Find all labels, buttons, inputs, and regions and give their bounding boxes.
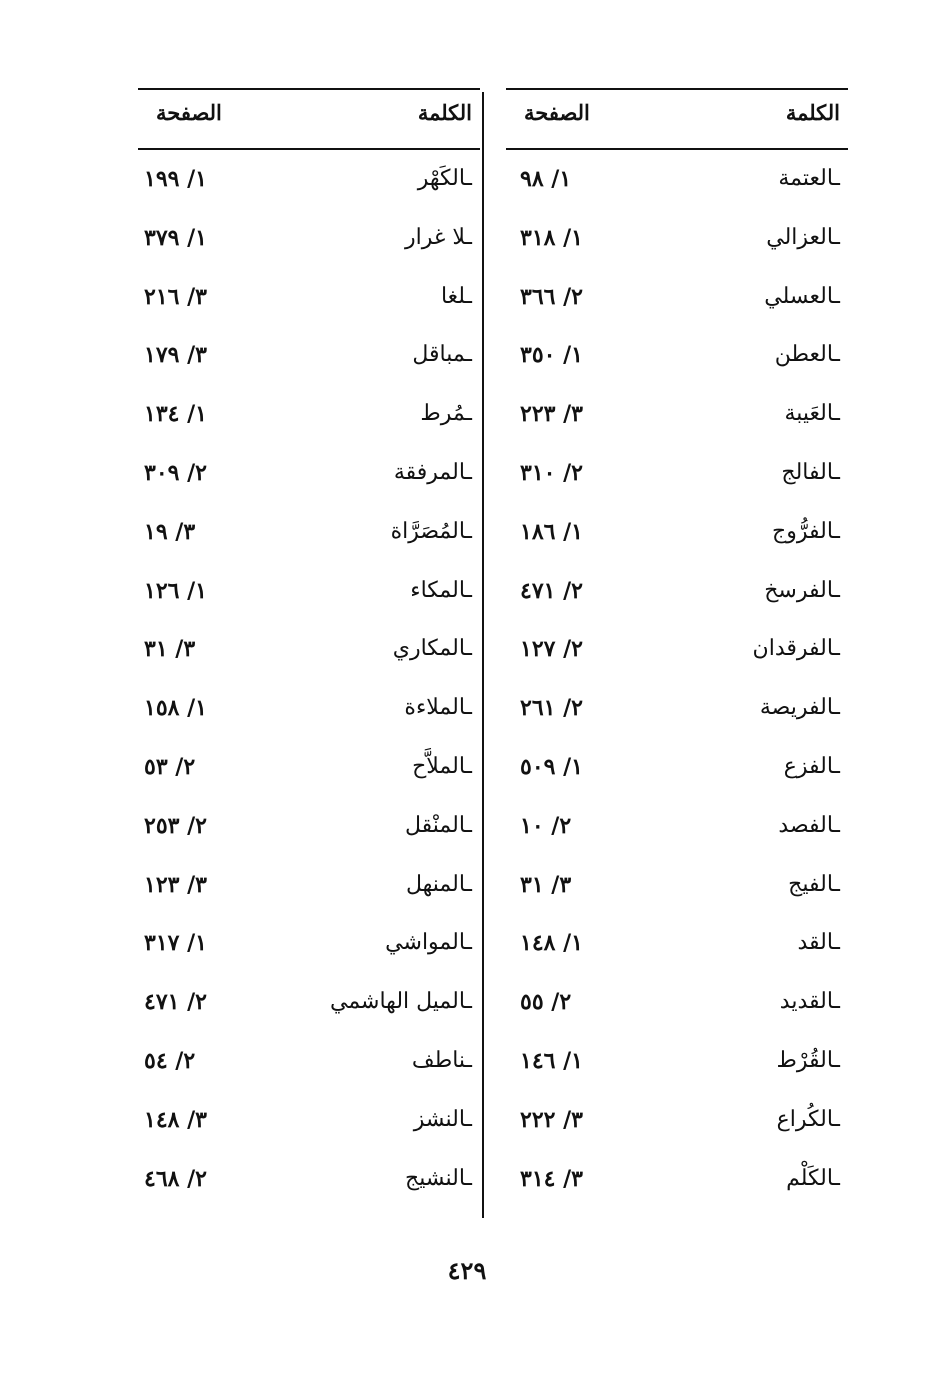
page-number: ٤٢٩	[447, 1256, 487, 1285]
column-header	[506, 100, 848, 136]
index-word: ـالمرفقة	[393, 459, 472, 485]
index-page-ref: ٢/ ٢٦١	[520, 695, 583, 722]
index-page-ref: ٢/ ٥٣	[144, 753, 196, 780]
index-word: ـناطف	[411, 1047, 472, 1073]
index-page-ref: ٣/ ٢١٦	[144, 283, 207, 310]
index-word: ـلغا	[440, 283, 472, 309]
index-row	[506, 809, 848, 868]
index-page-ref: ٢/ ٥٥	[520, 989, 572, 1016]
index-page-ref: ٢/ ٢٥٣	[144, 812, 207, 839]
index-word: ـالملاءة	[404, 695, 472, 721]
index-row	[506, 397, 848, 456]
index-word: ـالقد	[797, 930, 840, 956]
index-row	[138, 221, 480, 280]
index-row	[138, 985, 480, 1044]
index-row	[506, 280, 848, 339]
index-word: ـالقُرْط	[776, 1047, 840, 1073]
header-rule	[138, 148, 480, 150]
index-page-ref: ١/ ٥٠٩	[520, 753, 583, 780]
column-divider	[482, 92, 484, 1218]
index-page-ref: ١/ ١٣٤	[144, 401, 207, 428]
index-row	[138, 338, 480, 397]
index-row	[506, 632, 848, 691]
index-word: ـالعَيبة	[784, 401, 840, 427]
index-word: ـالفريصة	[759, 695, 840, 721]
index-page-ref: ٢/ ١٠	[520, 812, 572, 839]
index-row	[138, 691, 480, 750]
index-row	[506, 515, 848, 574]
index-word: ـالملاَّح	[412, 753, 472, 779]
index-page-ref: ٢/ ٤٧١	[144, 989, 207, 1016]
index-row	[506, 162, 848, 221]
index-page-ref: ٢/ ٤٦٨	[144, 1165, 207, 1192]
index-row	[138, 1103, 480, 1162]
index-page-ref: ١/ ٣٥٠	[520, 342, 583, 369]
index-word: ـالمُصَرَّاة	[390, 518, 472, 544]
index-word: ـالمنْقل	[405, 812, 472, 838]
index-page-ref: ١/ ١٤٨	[520, 930, 583, 957]
index-word: ـالفصد	[778, 812, 840, 838]
index-word: ـالعزالي	[766, 224, 840, 250]
index-row	[138, 750, 480, 809]
index-word: ـالنشيج	[405, 1165, 472, 1191]
index-word: ـالقديد	[779, 989, 840, 1015]
index-page-ref: ٣/ ٢٢٢	[520, 1106, 583, 1133]
index-rows	[506, 162, 848, 1220]
index-row	[138, 926, 480, 985]
top-rule	[506, 88, 848, 90]
page-header: الصفحة	[156, 100, 222, 125]
index-page-ref: ١/ ٩٨	[520, 166, 572, 192]
index-word: ـالكَهْر	[417, 166, 472, 191]
index-page-ref: ٢/ ٣٠٩	[144, 459, 207, 486]
index-row	[138, 280, 480, 339]
index-row	[506, 574, 848, 633]
index-page-ref: ٣/ ١٧٩	[144, 342, 207, 369]
index-page-ref: ٣/ ٣١	[520, 871, 572, 898]
index-page-ref: ٢/ ٥٤	[144, 1047, 196, 1074]
index-word: ـالفرُّوج	[772, 518, 840, 544]
index-word: ـمباقل	[412, 342, 472, 368]
index-row	[506, 868, 848, 927]
index-row	[138, 574, 480, 633]
index-word: ـالمواشي	[385, 930, 472, 956]
index-page-ref: ٢/ ٣٦٦	[520, 283, 583, 310]
index-row	[138, 456, 480, 515]
index-row	[506, 691, 848, 750]
index-page-ref: ١/ ٣١٨	[520, 224, 583, 251]
index-word: ـالفالج	[781, 459, 840, 485]
index-page-ref: ١/ ٣١٧	[144, 930, 207, 957]
index-row	[506, 750, 848, 809]
index-word: ـلا غرار	[405, 224, 472, 250]
index-row	[138, 162, 480, 221]
index-page-ref: ١/ ١٥٨	[144, 695, 207, 722]
index-word: ـالعسلي	[764, 283, 840, 309]
index-row	[506, 456, 848, 515]
index-row	[506, 338, 848, 397]
index-word: ـالكَلْم	[786, 1165, 840, 1191]
index-page-ref: ٣/ ١٢٣	[144, 871, 207, 898]
index-word: ـالنشز	[413, 1106, 472, 1132]
index-page-ref: ١/ ٣٧٩	[144, 224, 207, 251]
index-row	[138, 515, 480, 574]
index-word: ـالفرقدان	[752, 636, 840, 662]
index-word: ـالمنهل	[405, 871, 472, 897]
index-word: ـالمكاء	[410, 577, 472, 603]
index-rows	[138, 162, 480, 1220]
index-page-ref: ٣/ ٢٢٣	[520, 401, 583, 428]
word-header: الكلمة	[785, 100, 840, 125]
index-word: ـالفرسخ	[764, 577, 840, 603]
column-header	[138, 100, 480, 136]
index-page-ref: ٣/ ٣١	[144, 636, 196, 663]
index-page-ref: ٢/ ٤٧١	[520, 577, 583, 604]
index-page-ref: ٣/ ١٤٨	[144, 1106, 207, 1133]
index-row	[506, 985, 848, 1044]
index-page-ref: ١/ ١٨٦	[520, 518, 583, 545]
index-row	[506, 1162, 848, 1221]
index-row	[138, 809, 480, 868]
index-word: ـالميل الهاشمي	[329, 989, 472, 1015]
header-rule	[506, 148, 848, 150]
index-page-ref: ١/ ١٤٦	[520, 1047, 583, 1074]
index-word: ـالفيج	[788, 871, 840, 897]
index-row	[506, 221, 848, 280]
index-word: ـالكُراع	[776, 1106, 840, 1132]
index-page-ref: ١/ ١٩٩	[144, 166, 207, 192]
index-word: ـمُرط	[420, 401, 472, 427]
index-row	[138, 397, 480, 456]
index-word: ـالفزع	[783, 753, 840, 779]
index-row	[506, 1044, 848, 1103]
index-word: ـالعتمة	[778, 166, 840, 191]
index-page-ref: ٣/ ٣١٤	[520, 1165, 583, 1192]
index-row	[506, 1103, 848, 1162]
index-page-ref: ٣/ ١٩	[144, 518, 196, 545]
index-row	[506, 926, 848, 985]
index-row	[138, 632, 480, 691]
index-row	[138, 1162, 480, 1221]
index-word: ـالمكاري	[392, 636, 472, 662]
page-header: الصفحة	[524, 100, 590, 125]
index-row	[138, 868, 480, 927]
index-row	[138, 1044, 480, 1103]
index-page-ref: ١/ ١٢٦	[144, 577, 207, 604]
index-page-ref: ٢/ ١٢٧	[520, 636, 583, 663]
index-word: ـالعطن	[774, 342, 840, 368]
index-page-ref: ٢/ ٣١٠	[520, 459, 583, 486]
top-rule	[138, 88, 480, 90]
word-header: الكلمة	[417, 100, 472, 125]
